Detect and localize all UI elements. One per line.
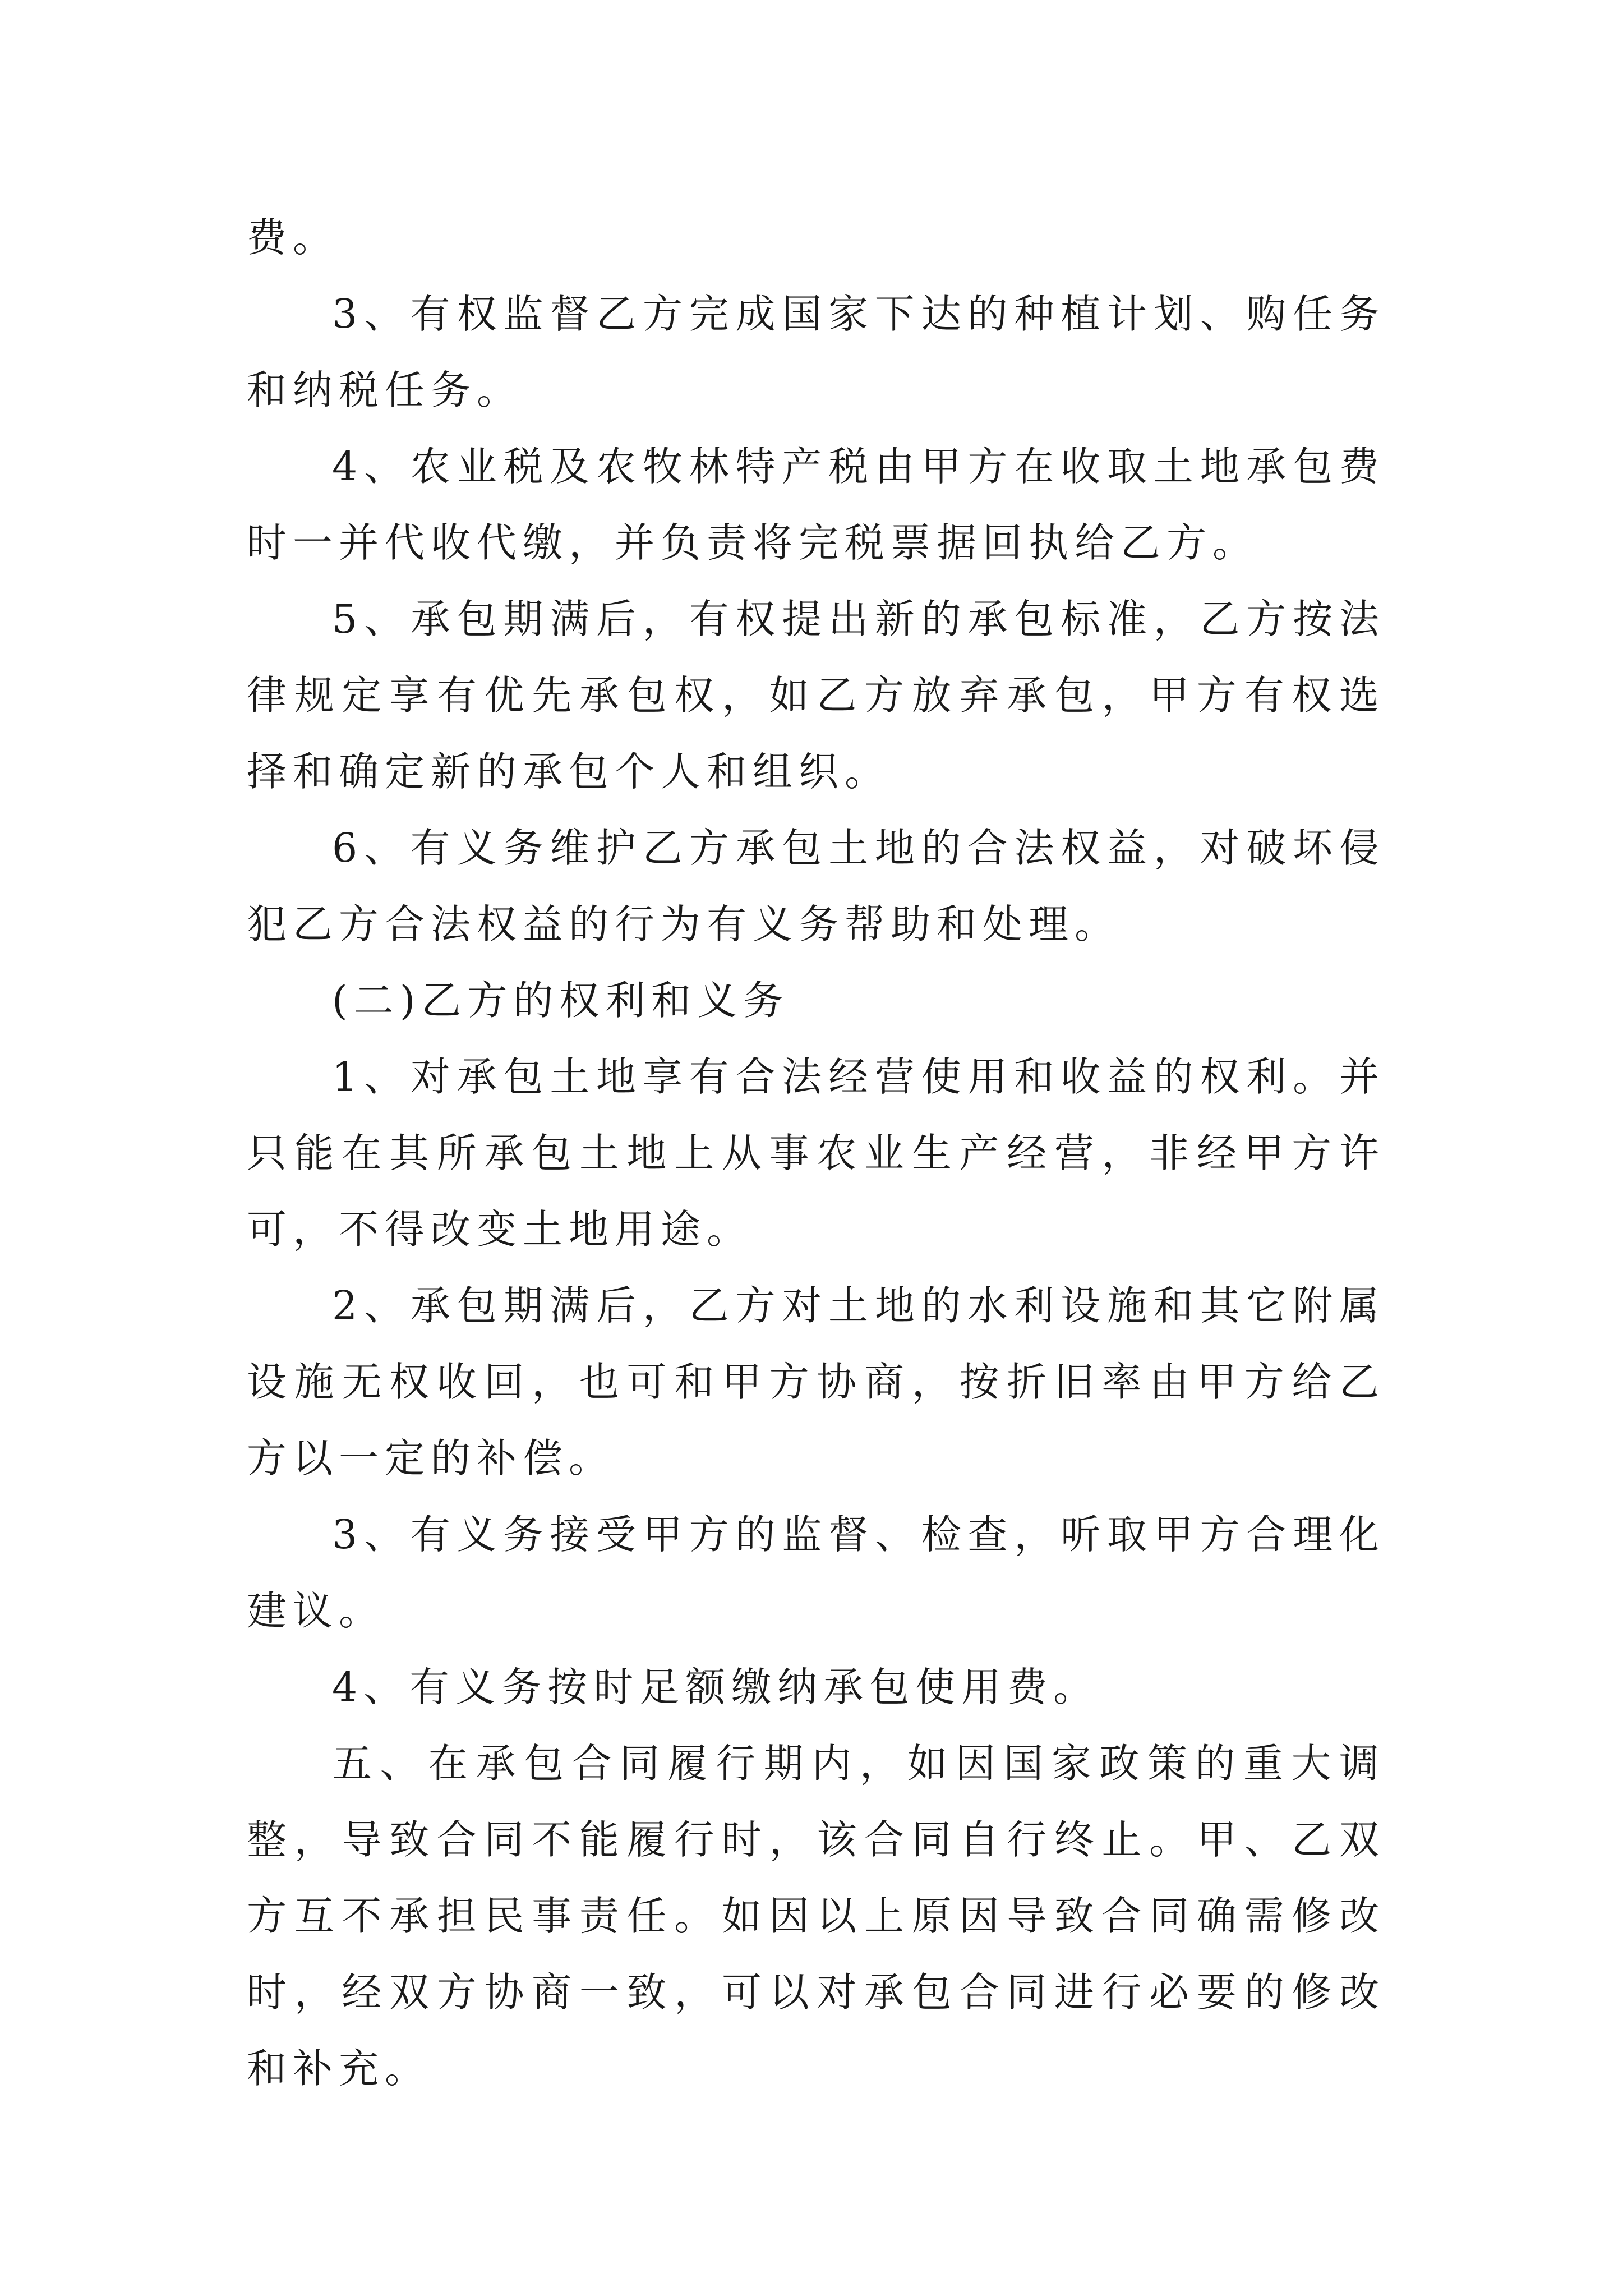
paragraph-party-b-item-2: 2、承包期满后，乙方对土地的水利设施和其它附属设施无权收回，也可和甲方协商，按折旧率由甲方给乙方以一定的补偿。 [247, 1282, 1385, 1481]
document-body [247, 200, 1385, 2107]
section-heading-party-b: (二)乙方的权利和义务 [332, 977, 790, 1024]
paragraph-party-b-item-3: 3、有义务接受甲方的监督、检查，听取甲方合理化建议。 [247, 1511, 1385, 1634]
paragraph-party-b-item-1: 1、对承包土地享有合法经营使用和收益的权利。并只能在其所承包土地上从事农业生产经营，非经甲方许可，不得改变土地用途。 [247, 1053, 1385, 1253]
paragraph-party-a-item-4: 4、农业税及农牧林特产税由甲方在收取土地承包费时一并代收代缴，并负责将完税票据回执给乙方。 [247, 443, 1385, 566]
paragraph-party-b-item-4: 4、有义务按时足额缴纳承包使用费。 [332, 1664, 1100, 1710]
paragraph-party-a-item-6: 6、有义务维护乙方承包土地的合法权益，对破坏侵犯乙方合法权益的行为有义务帮助和处理。 [247, 825, 1385, 947]
paragraph-section-5: 五、在承包合同履行期内，如因国家政策的重大调整，导致合同不能履行时，该合同自行终止。甲、乙双方互不承担民事责任。如因以上原因导致合同确需修改时，经双方协商一致，可以对承包合同进行必要的修改和补充。 [247, 1740, 1385, 2092]
paragraph-fee-end: 费。 [247, 214, 339, 261]
paragraph-party-a-item-3: 3、有权监督乙方完成国家下达的种植计划、购任务和纳税任务。 [247, 291, 1385, 413]
paragraph-party-a-item-5: 5、承包期满后，有权提出新的承包标准，乙方按法律规定享有优先承包权，如乙方放弃承包，甲方有权选择和确定新的承包个人和组织。 [247, 596, 1385, 795]
